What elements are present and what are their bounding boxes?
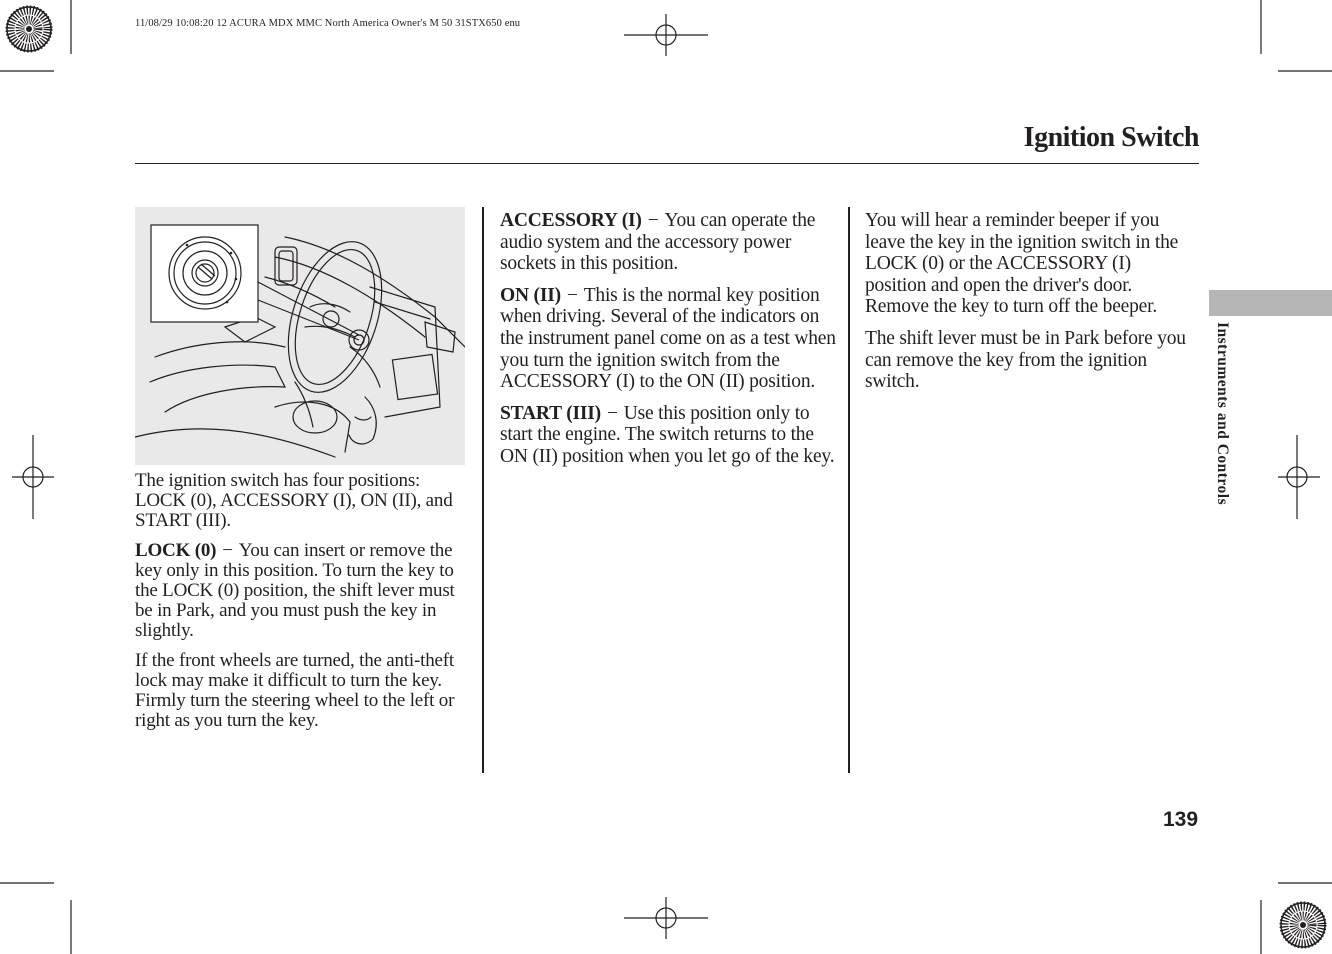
- wheels-paragraph: If the front wheels are turned, the anti-theft lock may make it difficult to turn the key. Firmly turn the steering wheel to the left or right as you turn the key.: [135, 650, 455, 731]
- column-divider-2: [848, 207, 850, 773]
- dash-glyph: −: [566, 284, 578, 306]
- on-term: ON (II): [500, 284, 561, 306]
- section-tab: [1209, 290, 1332, 316]
- page-number: 139: [1163, 808, 1199, 831]
- dash-glyph: −: [647, 210, 659, 231]
- print-header: 11/08/29 10:08:20 12 ACURA MDX MMC North America Owner's M 50 31STX650 enu: [135, 18, 521, 29]
- accessory-term: ACCESSORY (I): [500, 210, 642, 231]
- start-term: START (III): [500, 402, 601, 424]
- column-2: [500, 210, 840, 478]
- section-tab-label: Instruments and Controls: [1214, 322, 1231, 506]
- ignition-switch-illustration: [135, 207, 465, 465]
- start-paragraph: [500, 403, 840, 468]
- intro-paragraph: The ignition switch has four positions: LOCK (0), ACCESSORY (I), ON (II), and START (III).: [135, 470, 453, 531]
- lock-paragraph: [135, 541, 470, 641]
- dash-glyph: −: [606, 402, 618, 424]
- dash-glyph: −: [222, 540, 233, 561]
- accessory-paragraph: [500, 210, 840, 275]
- column-1: [135, 471, 470, 741]
- shift-lever-paragraph: The shift lever must be in Park before you can remove the key from the ignition switch.: [865, 327, 1186, 393]
- beeper-paragraph: You will hear a reminder beeper if you leave the key in the ignition switch in the LOCK (0) or the ACCESSORY (I) position and open the driver's door. Remove the key to turn off the beeper.: [865, 210, 1179, 318]
- on-description: This is the normal key position when driving. Several of the indicators on the instrument panel come on as a test when you turn the ignition switch from the ACCESSORY (I) to the ON (II) position.: [500, 284, 836, 393]
- on-paragraph: [500, 285, 840, 393]
- column-divider-1: [482, 207, 484, 773]
- column-3: [865, 210, 1195, 403]
- lock-description: You can insert or remove the key only in this position. To turn the key to the LOCK (0) position, the shift lever must be in Park, and you must push the key in slightly.: [135, 540, 455, 641]
- accessory-description: You can operate the audio system and the accessory power sockets in this position.: [500, 210, 816, 275]
- title-rule: [135, 163, 1199, 164]
- page-title: Ignition Switch: [1023, 122, 1199, 153]
- lock-term: LOCK (0): [135, 540, 217, 561]
- start-description: Use this position only to start the engine. The switch returns to the ON (II) position when you let go of the key.: [500, 402, 835, 467]
